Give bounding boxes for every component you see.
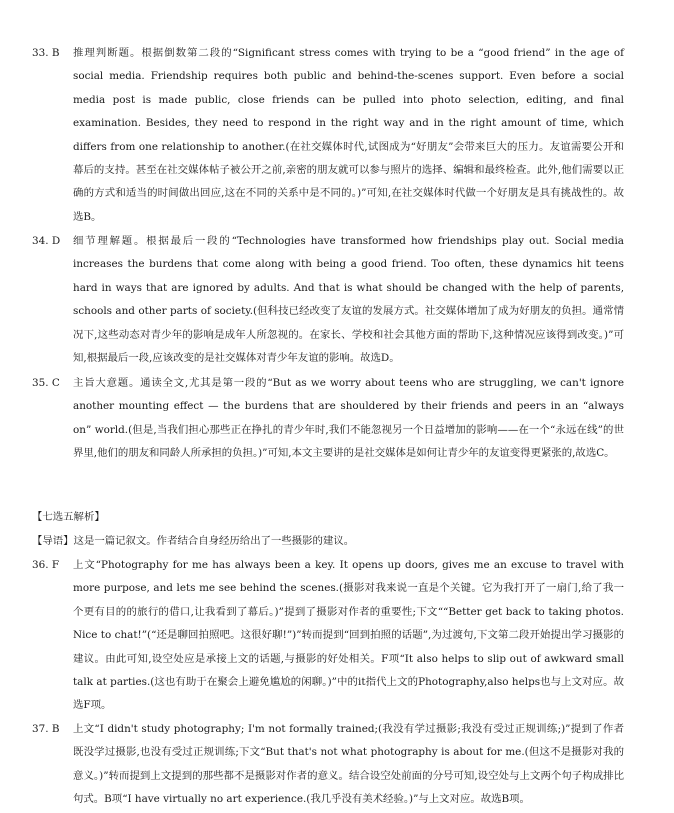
answer-item-33: [0, 42, 674, 229]
answer-item-36: [0, 554, 674, 718]
section-title: 【七选五解析】: [32, 511, 105, 523]
answer-explanation: 细节理解题。根据最后一段的“Technologies have transformed how friendships play out. Social media increases the burdens that come along with being a good friend. Too often, these dynamics hit teens hard in ways that are ignored by adults. And that is what should be changed with the help of parents, schools and other parts of society.(但科技已经改变了友谊的发展方式。社交媒体增加了成为好朋友的负担。通常情况下,这些动态对青少年的影响是成年人所忽视的。在家长、学校和社会其他方面的帮助下,这种情况应该得到改变。)”可知,根据最后一段,应该改变的是社交媒体对青少年友谊的影响。故选D。: [73, 235, 624, 365]
section-intro: 【导语】这是一篇记叙文。作者结合自身经历给出了一些摄影的建议。: [32, 535, 355, 547]
answer-label: 37. B: [32, 723, 60, 735]
answer-item-35: [0, 372, 674, 466]
seven-choose-five-block: [0, 554, 674, 812]
answer-label: 34. D: [32, 235, 61, 247]
answer-label: 36. F: [32, 559, 60, 571]
answer-label: 35. C: [32, 377, 60, 389]
reading-answers-block: [0, 42, 674, 466]
answer-item-34: [0, 230, 674, 365]
answer-explanation: 推理判断题。根据倒数第二段的“Significant stress comes with trying to be a “good friend” in the age of social media. Friendship requires both public and behind-the-scenes support. Even before a social media post is made public, close friends can be pulled into photo selection, editing, and final examination. Besides, they need to respond in the right way and in the right amount of time, which differs from one relationship to another.(在社交媒体时代,试图成为“好朋友”会带来巨大的压力。友谊需要公开和幕后的支持。甚至在社交媒体帖子被公开之前,亲密的朋友就可以参与照片的选择、编辑和最终检查。此外,他们需要以正确的方式和适当的时间做出回应,这在不同的关系中是不同的。)”可知,在社交媒体时代做一个好朋友是具有挑战性的。故选B。: [73, 47, 624, 223]
answer-explanation: 上文“I didn't study photography; I'm not formally trained;(我没有学过摄影;我没有受过正规训练;)”提到了作者既没学过摄影,也没有受过正规训练;下文“But that's not what photography is about for me.(但这不是摄影对我的意义。)”转而提到上文提到的那些都不是摄影对作者的意义。结合设空处前面的分号可知,设空处与上文两个句子构成排比句式。B项“I have virtually no art experience.(我几乎没有美术经验。)”与上文对应。故选B项。: [73, 723, 624, 806]
answer-explanation: 上文“Photography for me has always been a key. It opens up doors, gives me an excuse to travel with more purpose, and lets me see behind the scenes.(摄影对我来说一直是个关键。它为我打开了一扇门,给了我一个更有目的的旅行的借口,让我看到了幕后。)”提到了摄影对作者的重要性;下文““Better get back to taking photos. Nice to chat!”(“还是聊回拍照吧。这很好聊!”)”转而提到“回到拍照的话题”,为过渡句,下文第二段开始提出学习摄影的建议。由此可知,设空处应是承接上文的话题,与摄影的好处相关。F项“It also helps to slip out of awkward small talk at parties.(这也有助于在聚会上避免尴尬的闲聊。)”中的it指代上文的Photography,also helps也与上文对应。故选F项。: [73, 559, 624, 712]
answer-item-37: [0, 718, 674, 812]
answer-explanation: 主旨大意题。通读全文,尤其是第一段的“But as we worry about teens who are struggling, we can't ignore another mounting effect — the burdens that are shouldered by their friends and peers in an “always on” world.(但是,当我们担心那些正在挣扎的青少年时,我们不能忽视另一个日益增加的影响——在一个“永远在线”的世界里,他们的朋友和同龄人所承担的负担。)”可知,本文主要讲的是社交媒体是如何让青少年的友谊变得更紧张的,故选C。: [73, 377, 624, 460]
answer-label: 33. B: [32, 47, 60, 59]
